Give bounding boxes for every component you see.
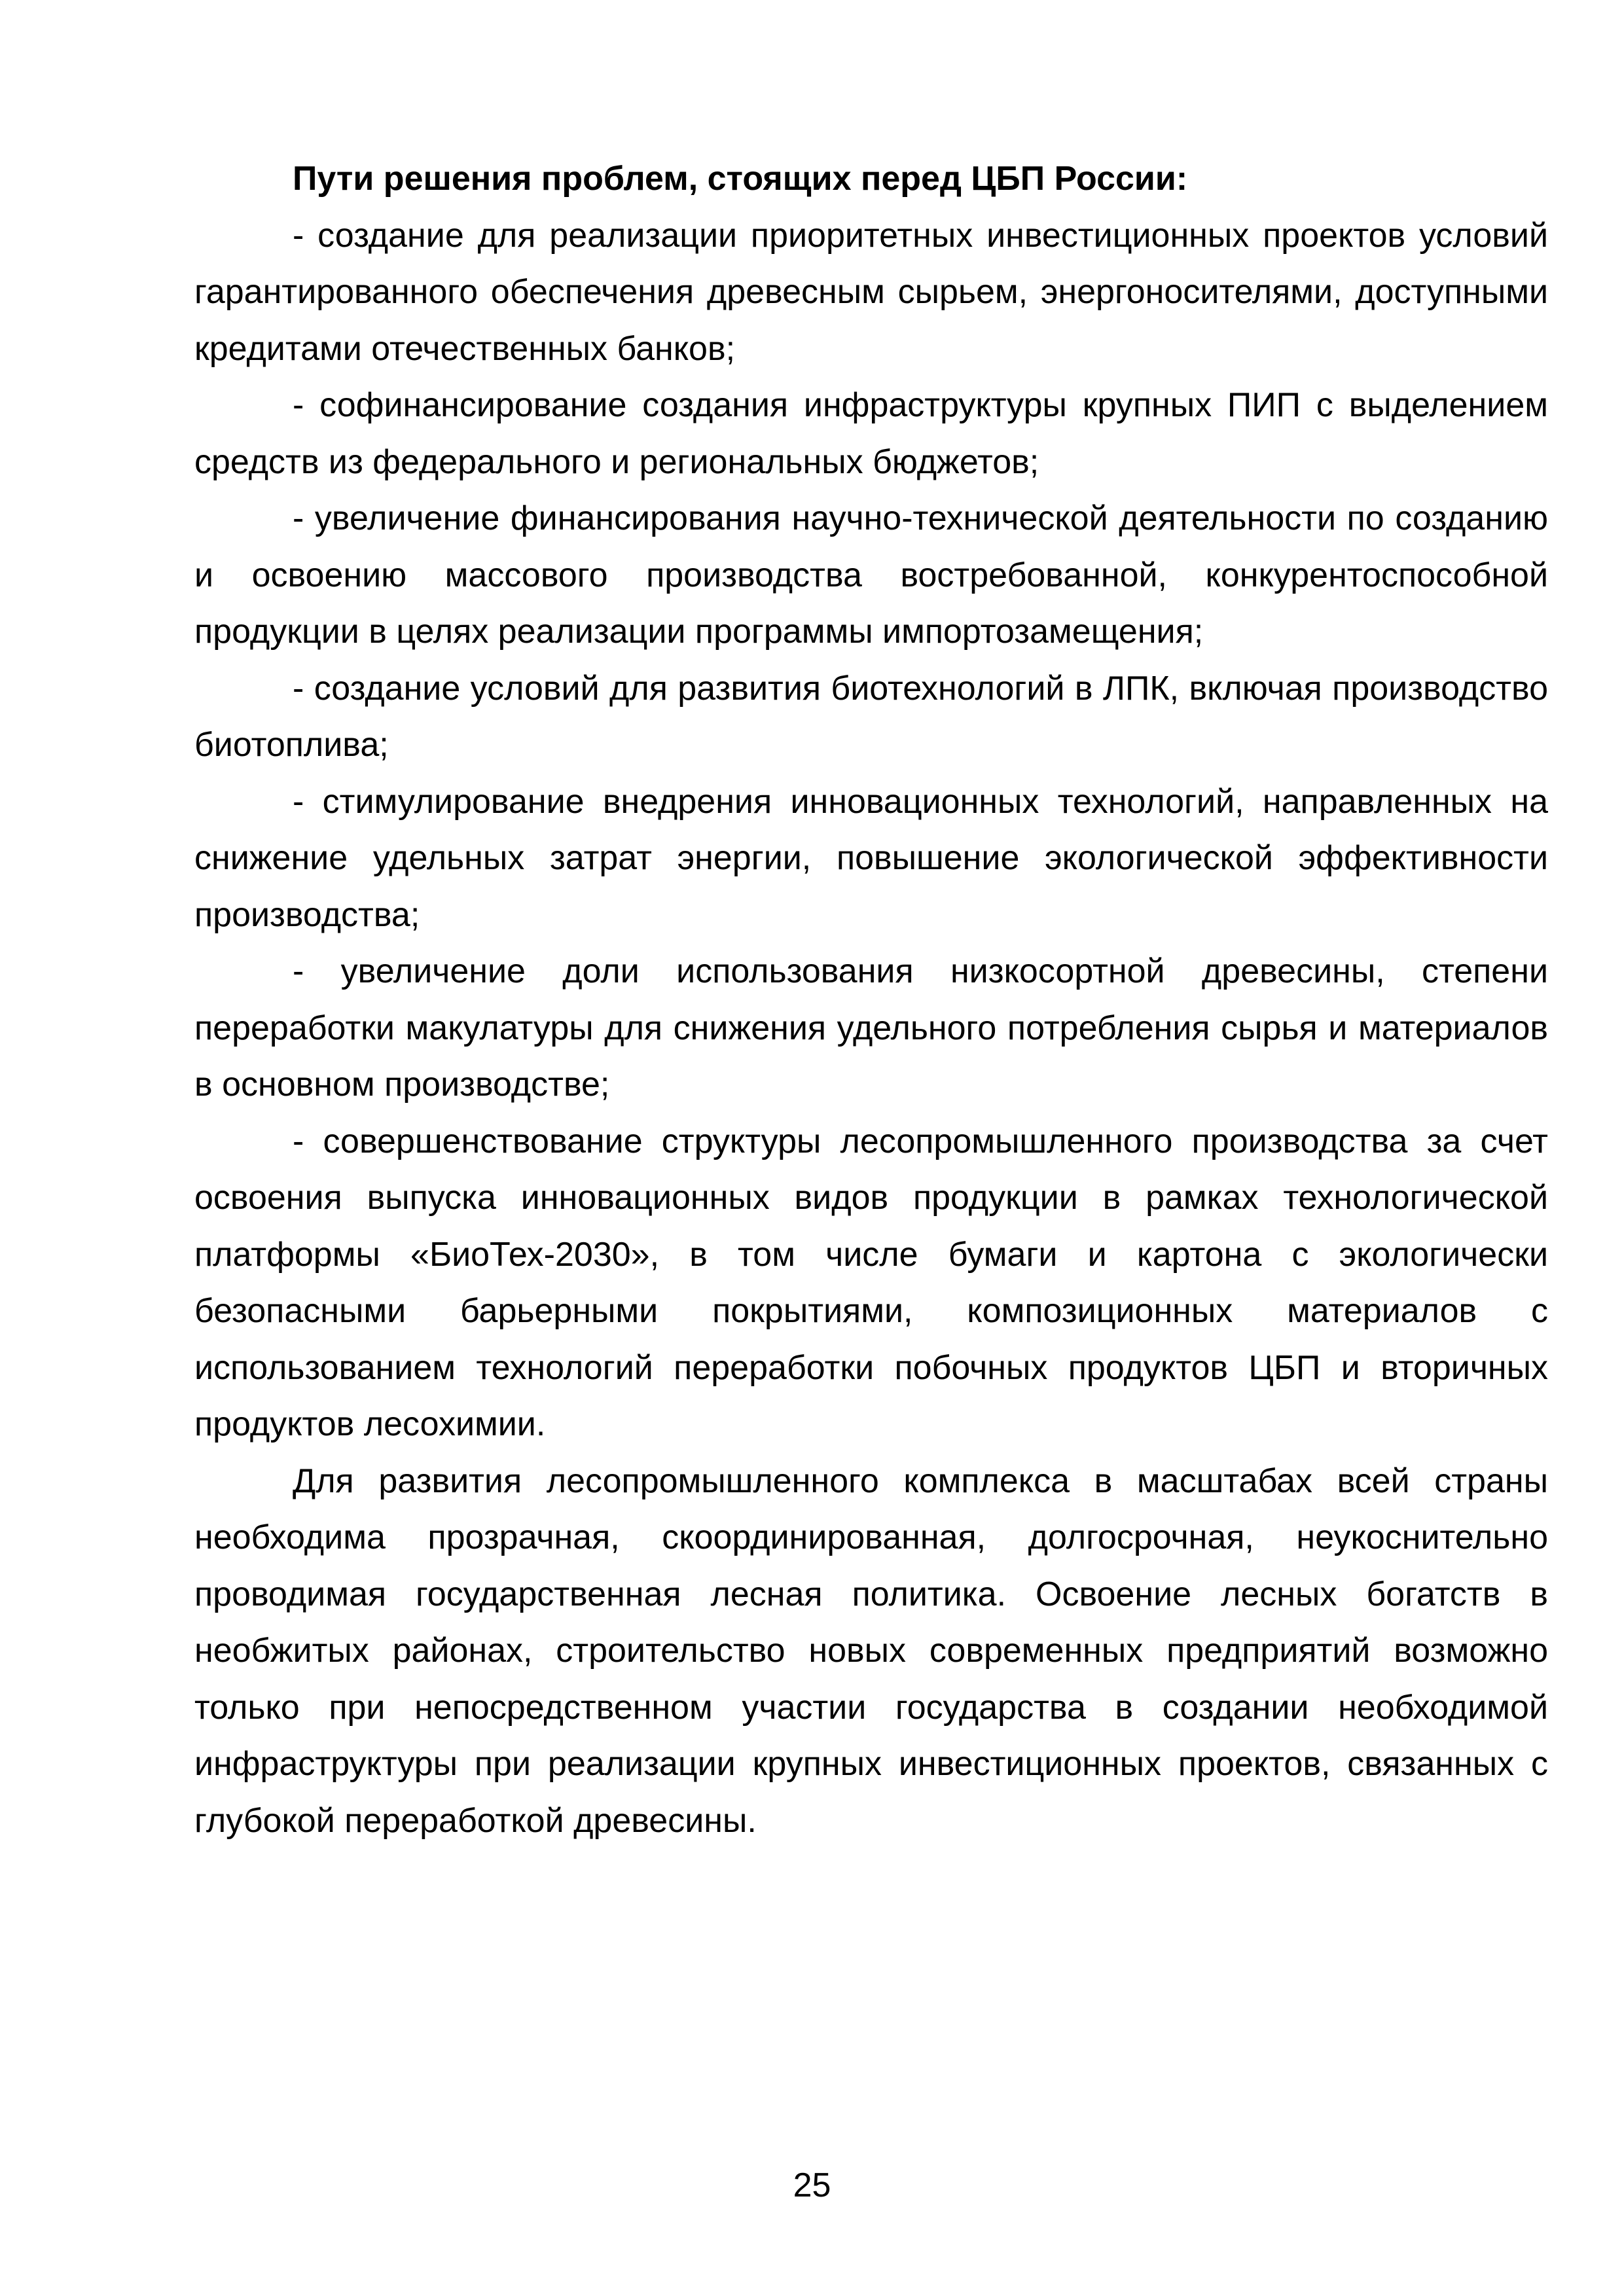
list-item: - создание условий для развития биотехнологий в ЛПК, включая производство биотоплива;	[194, 669, 1548, 764]
section-heading: Пути решения проблем, стоящих перед ЦБП России:	[293, 160, 1188, 198]
list-item: - совершенствование структуры лесопромышленного производства за счет освоения выпуска инновационных видов продукции в рамках технологической платформы «БиоТех-2030», в том числе бумаги и картона с экологически безопасными барьерными покрытиями, композиционных материалов с использованием технологий переработки побочных продуктов ЦБП и вторичных продуктов лесохимии.	[194, 1122, 1548, 1443]
list-item: - увеличение финансирования научно-технической деятельности по созданию и освоению массового производства востребованной, конкурентоспособной продукции в целях реализации программы импортозамещения;	[194, 499, 1548, 651]
list-item: - софинансирование создания инфраструктуры крупных ПИП с выделением средств из федерального и региональных бюджетов;	[194, 386, 1548, 481]
closing-paragraph: Для развития лесопромышленного комплекса в масштабах всей страны необходима прозрачная, скоординированная, долгосрочная, неукоснительно проводимая государственная лесная политика. Освоение лесных богатств в необжитых районах, строительство новых современных предприятий возможно только при непосредственном участии государства в создании необходимой инфраструктуры при реализации крупных инвестиционных проектов, связанных с глубокой переработкой древесины.	[194, 1462, 1548, 1840]
list-item: - увеличение доли использования низкосортной древесины, степени переработки макулатуры для снижения удельного потребления сырья и материалов в основном производстве;	[194, 952, 1548, 1103]
document-body	[194, 151, 1548, 1849]
page-number: 25	[793, 2166, 831, 2204]
list-item: - создание для реализации приоритетных инвестиционных проектов условий гарантированного обеспечения древесным сырьем, энергоносителями, доступными кредитами отечественных банков;	[194, 216, 1548, 368]
list-item: - стимулирование внедрения инновационных технологий, направленных на снижение удельных затрат энергии, повышение экологической эффективности производства;	[194, 782, 1548, 934]
